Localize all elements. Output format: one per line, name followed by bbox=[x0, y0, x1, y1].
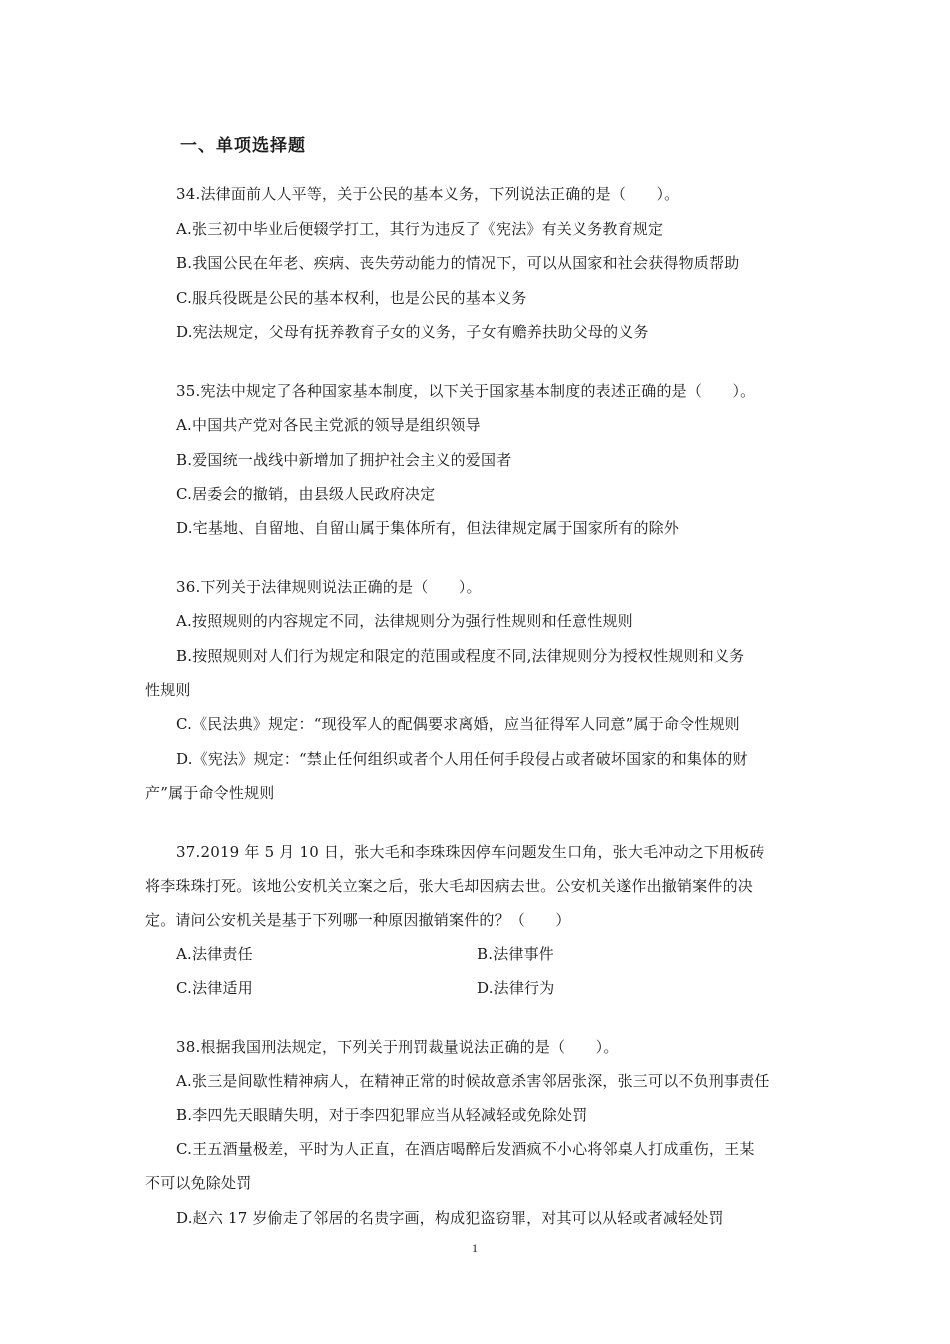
question-37-stem: 37.2019 年 5 月 10 日，张大毛和李珠珠因停车问题发生口角，张大毛冲动之下用板砖 bbox=[176, 843, 765, 861]
question-34-option-a: A.张三初中毕业后便辍学打工，其行为违反了《宪法》有关义务教育规定 bbox=[176, 220, 664, 238]
question-37-option-c: C.法律适用 bbox=[176, 979, 253, 997]
question-35-option-b: B.爱国统一战线中新增加了拥护社会主义的爱国者 bbox=[176, 451, 512, 469]
question-34-stem: 34.法律面前人人平等，关于公民的基本义务，下列说法正确的是（ ）。 bbox=[176, 185, 680, 203]
question-35-option-c: C.居委会的撤销，由县级人民政府决定 bbox=[176, 485, 436, 503]
question-37-stem-cont-2: 定。请问公安机关是基于下列哪一种原因撤销案件的？（ ） bbox=[145, 911, 571, 929]
question-37-option-d: D.法律行为 bbox=[477, 979, 555, 997]
question-38-option-a: A.张三是间歇性精神病人，在精神正常的时候故意杀害邻居张深，张三可以不负刑事责任 bbox=[176, 1072, 770, 1090]
question-34-option-c: C.服兵役既是公民的基本权利，也是公民的基本义务 bbox=[176, 289, 527, 307]
question-35-option-a: A.中国共产党对各民主党派的领导是组织领导 bbox=[176, 416, 481, 434]
question-36-option-b-cont: 性规则 bbox=[145, 681, 191, 699]
question-34-option-d: D.宪法规定，父母有抚养教育子女的义务，子女有赡养扶助父母的义务 bbox=[176, 323, 649, 341]
question-36-option-d: D.《宪法》规定：“禁止任何组织或者个人用任何手段侵占或者破坏国家的和集体的财 bbox=[176, 750, 748, 768]
question-38-stem: 38.根据我国刑法规定，下列关于刑罚裁量说法正确的是（ ）。 bbox=[176, 1038, 619, 1056]
question-35-option-d: D.宅基地、自留地、自留山属于集体所有，但法律规定属于国家所有的除外 bbox=[176, 519, 680, 537]
question-37-option-b: B.法律事件 bbox=[477, 945, 554, 963]
question-36-option-b: B.按照规则对人们行为规定和限定的范围或程度不同,法律规则分为授权性规则和义务 bbox=[176, 647, 745, 665]
question-38-option-c-cont: 不可以免除处罚 bbox=[145, 1174, 252, 1192]
question-38-option-d: D.赵六 17 岁偷走了邻居的名贵字画，构成犯盗窃罪，对其可以从轻或者减轻处罚 bbox=[176, 1209, 724, 1227]
question-36-option-a: A.按照规则的内容规定不同，法律规则分为强行性规则和任意性规则 bbox=[176, 612, 633, 630]
section-title: 一、单项选择题 bbox=[180, 136, 306, 156]
question-38-option-b: B.李四先天眼睛失明，对于李四犯罪应当从轻减轻或免除处罚 bbox=[176, 1106, 588, 1124]
page-number: 1 bbox=[472, 1241, 478, 1255]
question-37-option-a: A.法律责任 bbox=[176, 945, 253, 963]
question-36-option-d-cont: 产”属于命令性规则 bbox=[145, 784, 275, 802]
question-34-option-b: B.我国公民在年老、疾病、丧失劳动能力的情况下，可以从国家和社会获得物质帮助 bbox=[176, 254, 740, 272]
question-36-stem: 36.下列关于法律规则说法正确的是（ ）。 bbox=[176, 578, 482, 596]
question-36-option-c: C.《民法典》规定：“现役军人的配偶要求离婚，应当征得军人同意”属于命令性规则 bbox=[176, 715, 740, 733]
question-35-stem: 35.宪法中规定了各种国家基本制度，以下关于国家基本制度的表述正确的是（ ）。 bbox=[176, 382, 756, 400]
question-37-stem-cont-1: 将李珠珠打死。该地公安机关立案之后，张大毛却因病去世。公安机关遂作出撤销案件的决 bbox=[145, 877, 754, 895]
question-38-option-c: C.王五酒量极差，平时为人正直，在酒店喝醉后发酒疯不小心将邻桌人打成重伤，王某 bbox=[176, 1140, 755, 1158]
